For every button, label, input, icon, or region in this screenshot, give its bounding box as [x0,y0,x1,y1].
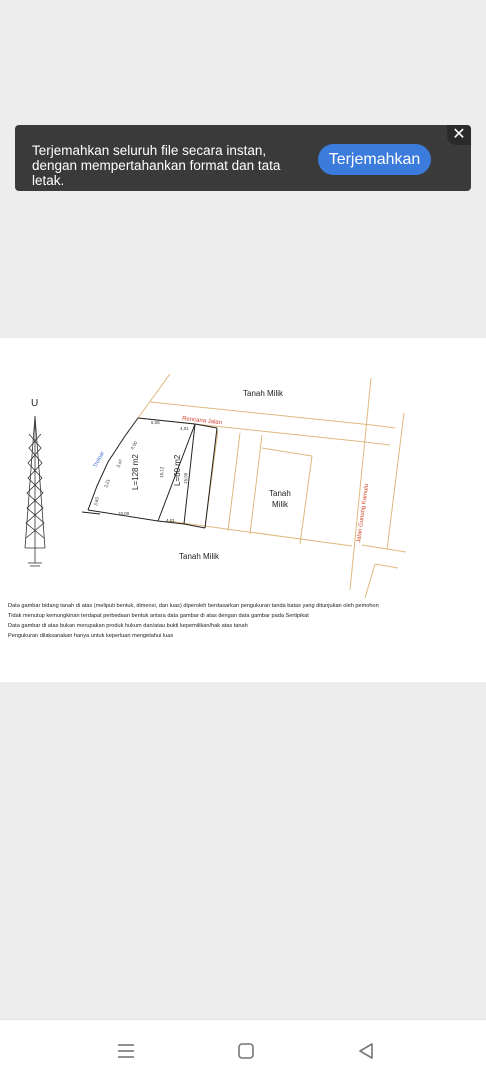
dim-bottom-left: 10,00 [118,511,130,516]
dim-top-left: 5,06 [151,420,160,425]
translate-banner [15,125,471,191]
dim-left-2: 3,47 [115,458,124,469]
translate-button[interactable]: Terjemahkan [318,144,431,175]
back-icon[interactable] [355,1040,377,1062]
trotoar-label: Trotoar [92,450,106,469]
dim-left-3: 3,21 [103,478,111,489]
note-line: Pengukuran dilaksanakan hanya untuk keperluan mengetahui luas [8,633,174,639]
map-notes [8,601,482,641]
tanah-milik-right-2: Milik [272,500,288,509]
rencana-jalan-label: Rencana Jalan [181,416,223,427]
note-line: Data gambar di atas bukan merupakan produk hukum dan/atau bukti kepemilikan/hak atas tanah [8,623,248,629]
note-line: Data gambar bidang tanah di atas (meliputi bentuk, dimensi, dan luas) diperoleh berdasarkan pengukuran tanda batas yang ditunjukan oleh pemohon [8,603,379,609]
area-label-2: L=60 m2 [173,454,182,486]
dim-bottom-right: 4,01 [166,518,175,523]
document-page [0,338,486,682]
home-icon[interactable] [235,1040,257,1062]
area-label-1: L=128 m2 [131,454,140,490]
tanah-milik-bottom: Tanah Milik [179,552,220,561]
dim-mid-1: 15,12 [159,466,165,479]
dim-left-1: 4,00 [129,440,139,451]
menu-icon[interactable] [115,1040,137,1062]
navigation-bar [0,1019,486,1080]
close-icon[interactable]: ✕ [447,125,471,145]
dim-left-4: 3,65 [93,496,100,507]
land-parcel [82,418,217,528]
note-line: Tidak menutup kemungkinan terdapat perbedaan bentuk antara data gambar di atas dengan data gambar pada Sertipikat [8,613,309,619]
north-label: U [31,398,39,409]
jalan-gunung-label: Jalan Gunung Kamulu [356,483,371,544]
dim-mid-2: 15,00 [183,472,189,485]
north-arrow-icon [25,416,45,566]
tanah-milik-top: Tanah Milik [243,389,284,398]
banner-message: Terjemahkan seluruh file secara instan, dengan mempertahankan format dan tata letak. [32,143,281,188]
dim-top-right: 4,01 [180,426,189,431]
tanah-milik-right-1: Tanah [269,489,291,498]
